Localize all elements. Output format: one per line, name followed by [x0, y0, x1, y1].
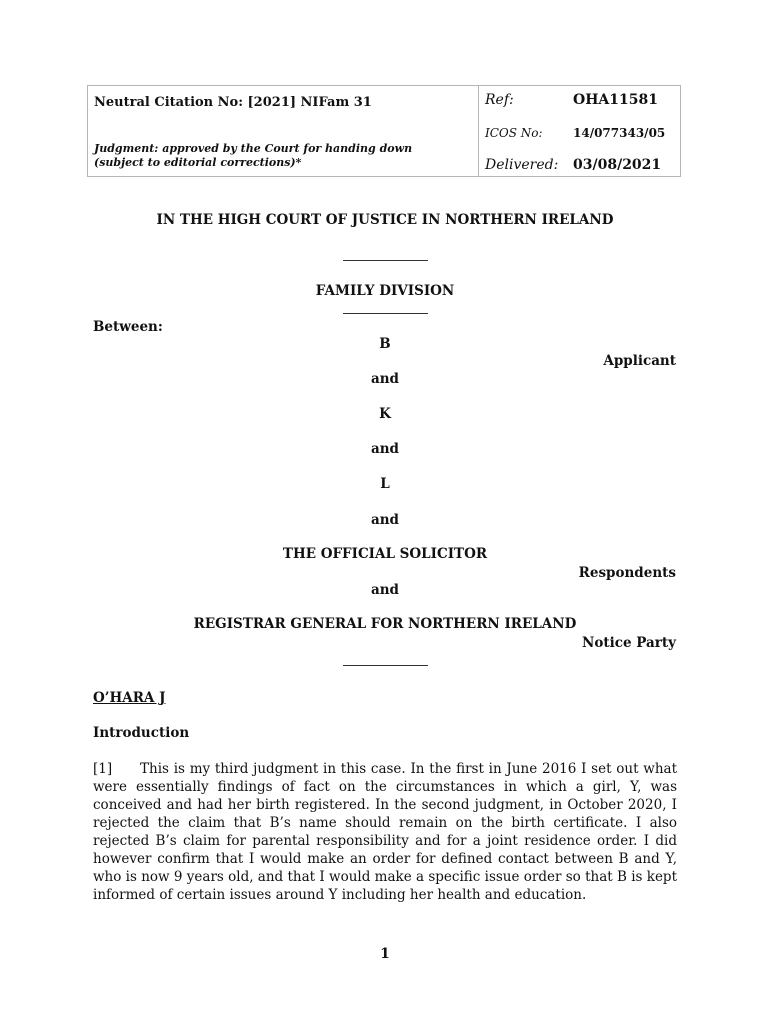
delivered-value: 03/08/2021: [573, 157, 662, 173]
divider-rule: [343, 313, 428, 314]
icos-label: ICOS No:: [485, 126, 543, 140]
approval-note-line-2: (subject to editorial corrections)*: [94, 156, 302, 169]
citation-cell: [88, 86, 479, 176]
neutral-citation: Neutral Citation No: [2021] NIFam 31: [94, 95, 372, 110]
party-k: K: [379, 406, 391, 422]
party-b: B: [379, 336, 391, 352]
and-connector: and: [370, 371, 399, 387]
citation-header-table: [87, 85, 681, 177]
between-label: Between:: [93, 319, 163, 335]
party-registrar-general: REGISTRAR GENERAL FOR NORTHERN IRELAND: [193, 616, 577, 632]
approval-note: [94, 142, 474, 170]
respondents-role: Respondents: [578, 565, 676, 581]
party-l: L: [380, 476, 390, 492]
ref-label: Ref:: [485, 92, 514, 108]
applicant-role: Applicant: [603, 353, 676, 369]
divider-rule: [343, 260, 428, 261]
party-official-solicitor: THE OFFICIAL SOLICITOR: [282, 546, 488, 562]
section-heading: Introduction: [93, 725, 190, 741]
court-title: IN THE HIGH COURT OF JUSTICE IN NORTHERN IRELAND: [156, 212, 614, 228]
notice-party-role: Notice Party: [582, 635, 676, 651]
paragraph-1: [93, 760, 677, 904]
divider-rule: [343, 665, 428, 666]
judge-name: O’HARA J: [93, 690, 166, 706]
division-title: FAMILY DIVISION: [315, 283, 455, 299]
approval-note-line-1: Judgment: approved by the Court for handing down: [94, 142, 413, 155]
and-connector: and: [370, 512, 399, 528]
paragraph-number: [1]: [93, 761, 113, 777]
icos-value: 14/077343/05: [573, 126, 666, 140]
paragraph-text: This is my third judgment in this case. In the first in June 2016 I set out what were essentially findings of fact on the circumstances in which a girl, Y, was conceived and had her birth registered. In the second judgment, in October 2020, I rejected the claim that B’s name should remain on the birth certificate. I also rejected B’s claim for parental responsibility and for a joint residence order. I did however confirm that I would make an order for defined contact between B and Y, who is now 9 years old, and that I would make a specific issue order so that B is kept informed of certain issues around Y including her health and education.: [93, 761, 677, 903]
page-number: 1: [380, 946, 390, 962]
delivered-label: Delivered:: [485, 157, 559, 173]
and-connector: and: [370, 582, 399, 598]
and-connector: and: [370, 441, 399, 457]
ref-value: OHA11581: [573, 92, 658, 108]
